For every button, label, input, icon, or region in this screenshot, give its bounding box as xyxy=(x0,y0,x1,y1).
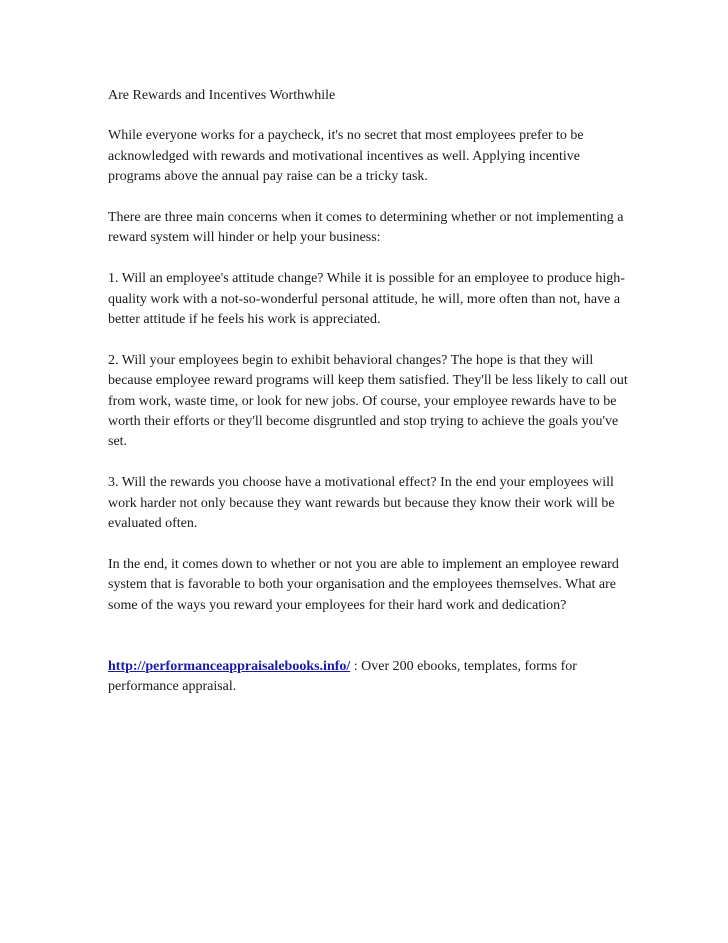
paragraph-concerns: There are three main concerns when it comes to determining whether or not implementing a reward system will hinder or help your business: xyxy=(108,210,624,246)
footer-note xyxy=(108,657,628,698)
paragraph-behavior: 2. Will your employees begin to exhibit behavioral changes? The hope is that they will because employee reward programs will keep them satisfied. They'll be less likely to call out from work, waste time, or look for new jobs. Of course, your employee rewards have to be worth their efforts or they'll become disgruntled and stop trying to achieve the goals you've set. xyxy=(108,352,628,450)
paragraph-intro: While everyone works for a paycheck, it's no secret that most employees prefer to be acknowledged with rewards and motivational incentives as well. Applying incentive programs above the annual pay raise can be a tricky task. xyxy=(108,128,584,185)
document-page xyxy=(108,86,628,718)
footer-note-text: : Over 200 ebooks, templates, forms for performance appraisal. xyxy=(108,659,577,695)
document-title: Are Rewards and Incentives Worthwhile xyxy=(108,88,336,103)
paragraph-attitude: 1. Will an employee's attitude change? While it is possible for an employee to produce high-quality work with a not-so-wonderful personal attitude, he will, more often than not, have a better attitude if he feels his work is appreciated. xyxy=(108,271,625,328)
paragraph-conclusion: In the end, it comes down to whether or not you are able to implement an employee reward system that is favorable to both your organisation and the employees themselves. What are some of the ways you reward your employees for their hard work and dedication? xyxy=(108,556,619,613)
paragraph-motivation: 3. Will the rewards you choose have a motivational effect? In the end your employees will work harder not only because they want rewards but because they know their work will be evaluated often. xyxy=(108,475,615,532)
ebooks-link[interactable]: http://performanceappraisalebooks.info/ xyxy=(108,659,351,675)
